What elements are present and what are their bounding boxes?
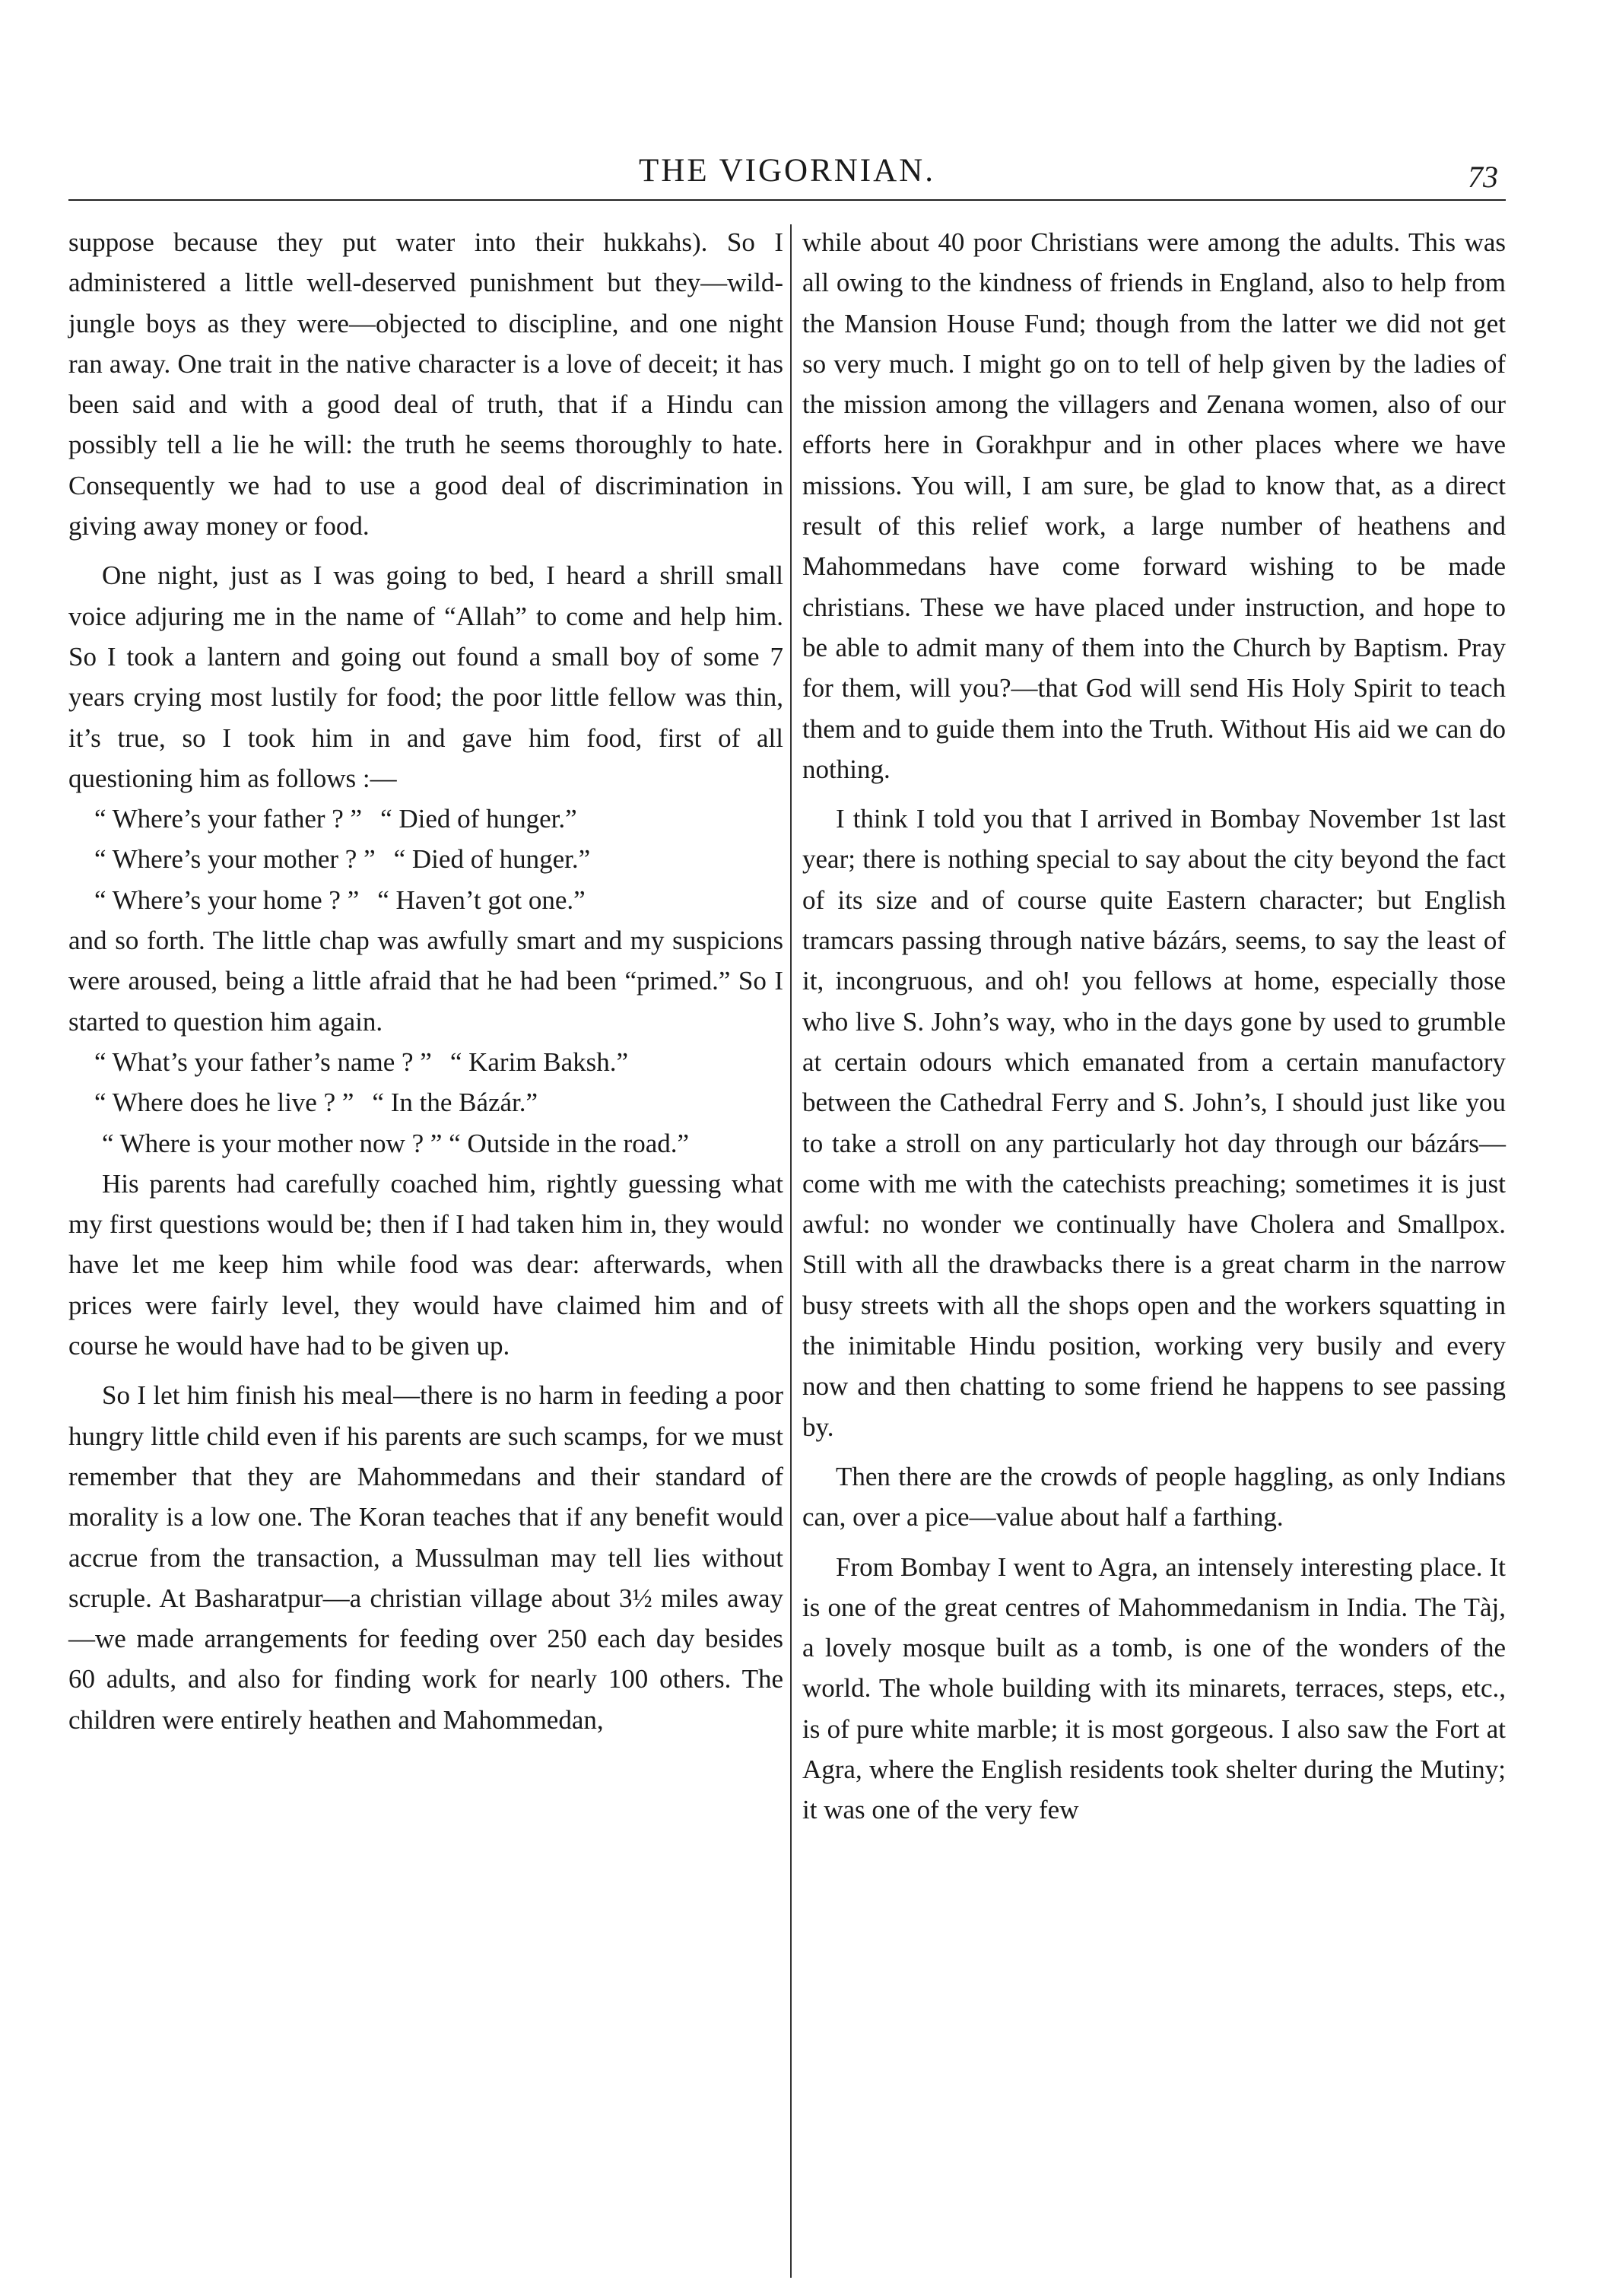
dialogue-question: “ What’s your father’s name ? ” xyxy=(94,1046,432,1077)
dialogue-answer: “ Died of hunger.” xyxy=(393,844,591,875)
page-number: 73 xyxy=(1468,160,1498,194)
journal-title: THE VIGORNIAN. xyxy=(639,153,935,189)
paragraph: suppose because they put water into their hukkahs). So I administered a little well-deserved punishment but they—wild-jungle boys as they were—objected to discipline, and one night ran away. One trait in the native character is a love of deceit; it has been said and with a good deal of truth, that if a Hindu can possibly tell a lie he will: the truth he seems thoroughly to hate. Consequently we had to use a good deal of discrimination in giving away money or food. xyxy=(68,227,783,541)
paragraph: “ Where is your mother now ? ” “ Outside in the road.” xyxy=(102,1128,690,1158)
dialogue-answer: “ Died of hunger.” xyxy=(380,804,577,834)
dialogue-answer: “ Karim Baksh.” xyxy=(449,1046,629,1077)
left-column xyxy=(68,222,783,1740)
dialogue-line xyxy=(68,799,783,839)
dialogue-line xyxy=(68,1042,783,1082)
dialogue-question: “ Where’s your home ? ” xyxy=(94,884,360,915)
dialogue-line xyxy=(68,839,783,879)
dialogue-question: “ Where does he live ? ” xyxy=(94,1088,354,1118)
paragraph: One night, just as I was going to bed, I heard a shrill small voice adjuring me in the name of “Allah” to come and help him. So I took a lantern and going out found a small boy of some 7 years crying most lustily for food; the poor little fellow was thin, it’s true, so I took him in and gave him food, first of all questioning him as follows :— xyxy=(68,561,783,793)
dialogue-question: “ Where’s your mother ? ” xyxy=(94,844,376,875)
paragraph: So I let him finish his meal—there is no harm in feeding a poor hungry little child even if his parents are such scamps, for we must remember that they are Mahommedans and their standard of morality is a low one. The Koran teaches that if any benefit would accrue from the transaction, a Mussulman may tell lies without scruple. At Basharatpur—a christian village about 3½ miles away—we made arrangements for feeding over 250 each day besides 60 adults, and also for finding work for nearly 100 others. The children were entirely heathen and Mahommedan, xyxy=(68,1380,783,1735)
paragraph: and so forth. The little chap was awfully smart and my suspicions were aroused, being a little afraid that he had been “primed.” So I started to question him again. xyxy=(68,926,783,1037)
dialogue-answer: “ In the Bázár.” xyxy=(372,1088,538,1118)
column-divider xyxy=(790,224,792,2278)
right-column xyxy=(802,222,1506,1831)
paragraph: From Bombay I went to Agra, an intensely interesting place. It is one of the great centres of Mahommedanism in India. The Tàj, a lovely mosque built as a tomb, is one of the wonders of the world. The whole building with its minarets, terraces, steps, etc., is of pure white marble; it is most gorgeous. I also saw the Fort at Agra, where the English residents took shelter during the Mutiny; it was one of the very few xyxy=(802,1551,1506,1825)
paragraph: while about 40 poor Christians were among the adults. This was all owing to the kindness of friends in England, also to help from the Mansion House Fund; though from the latter we did not get so very much. I might go on to tell of help given by the ladies of the mission among the villagers and Zenana women, also of our efforts here in Gorakhpur and in other places where we have missions. You will, I am sure, be glad to know that, as a direct result of this relief work, a large number of heathens and Mahommedans have come forward wishing to be made christians. These we have placed under instruction, and hope to be able to admit many of them into the Church by Baptism. Pray for them, will you?—that God will send His Holy Spirit to teach them and to guide them into the Truth. Without His aid we can do nothing. xyxy=(802,227,1506,784)
header-rule xyxy=(68,199,1506,201)
dialogue-line xyxy=(68,880,783,920)
dialogue-line xyxy=(68,1082,783,1123)
paragraph: His parents had carefully coached him, rightly guessing what my first questions would be; then if I had taken him in, they would have let me keep him while food was dear: afterwards, when prices were fairly level, they would have claimed him and of course he would have had to be given up. xyxy=(68,1168,783,1361)
dialogue-answer: “ Haven’t got one.” xyxy=(377,884,586,915)
paragraph: I think I told you that I arrived in Bombay November 1st last year; there is nothing special to say about the city beyond the fact of its size and of course quite Eastern character; but English tramcars passing through native bázárs, seems, to say the least of it, incongruous, and oh! you fellows at home, especially those who live S. John’s way, who in the days gone by used to grumble at certain odours which emanated from a certain manufactory between the Cathedral Ferry and S. John’s, I should just like you to take a stroll on any particularly hot day through our bázárs—come with me with the catechists preaching; sometimes it is just awful: no wonder we continually have Cholera and Smallpox. Still with all the drawbacks there is a great charm in the narrow busy streets with all the shops open and the workers squatting in the inimitable Hindu position, working very busily and every now and then chatting to some friend he happens to see passing by. xyxy=(802,804,1506,1442)
paragraph: Then there are the crowds of people haggling, as only Indians can, over a pice—value about half a farthing. xyxy=(802,1461,1506,1532)
dialogue-question: “ Where’s your father ? ” xyxy=(94,804,363,834)
running-header xyxy=(68,148,1506,194)
